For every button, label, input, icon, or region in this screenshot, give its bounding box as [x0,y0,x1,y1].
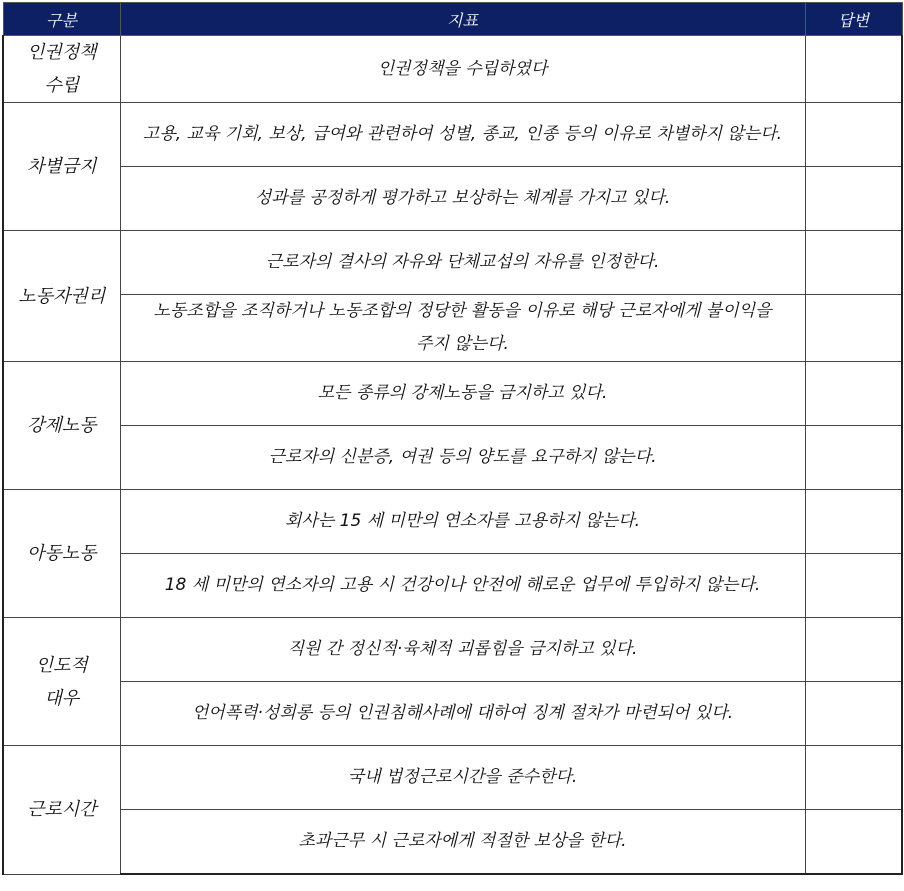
answer-cell[interactable] [805,231,902,295]
table-row [3,36,902,103]
indicator-cell: 성과를 공정하게 평가하고 보상하는 체계를 가지고 있다. [120,167,805,231]
answer-cell[interactable] [805,362,902,426]
indicator-cell: 18 세 미만의 연소자의 고용 시 건강이나 안전에 해로운 업무에 투입하지 않는다. [120,554,805,618]
table-row [3,682,902,746]
answer-cell[interactable] [805,682,902,746]
answer-cell[interactable] [805,295,902,362]
answer-cell[interactable] [805,810,902,875]
table-row [3,426,902,490]
table-row [3,810,902,875]
category-cell: 노동자권리 [3,231,120,362]
header-row [3,3,902,36]
table-row [3,103,902,167]
category-cell: 인도적 대우 [3,618,120,746]
indicator-cell: 언어폭력·성희롱 등의 인권침해사례에 대하여 징계 절차가 마련되어 있다. [120,682,805,746]
answer-cell[interactable] [805,618,902,682]
table-row [3,490,902,554]
indicator-cell: 고용, 교육 기회, 보상, 급여와 관련하여 성별, 종교, 인종 등의 이유로 차별하지 않는다. [120,103,805,167]
answer-cell[interactable] [805,167,902,231]
human-rights-checklist-table [2,2,903,875]
header-category: 구분 [3,3,120,36]
indicator-cell: 국내 법정근로시간을 준수한다. [120,746,805,810]
answer-cell[interactable] [805,426,902,490]
indicator-cell: 모든 종류의 강제노동을 금지하고 있다. [120,362,805,426]
answer-cell[interactable] [805,746,902,810]
table-row [3,295,902,362]
indicator-cell: 노동조합을 조직하거나 노동조합의 정당한 활동을 이유로 해당 근로자에게 불이익을 주지 않는다. [120,295,805,362]
indicator-cell: 인권정책을 수립하였다 [120,36,805,103]
category-cell: 인권정책 수립 [3,36,120,103]
header-answer: 답변 [805,3,902,36]
table-row [3,746,902,810]
table-row [3,167,902,231]
table-row [3,362,902,426]
category-cell: 강제노동 [3,362,120,490]
indicator-cell: 회사는 15 세 미만의 연소자를 고용하지 않는다. [120,490,805,554]
indicator-cell: 근로자의 신분증, 여권 등의 양도를 요구하지 않는다. [120,426,805,490]
indicator-cell: 초과근무 시 근로자에게 적절한 보상을 한다. [120,810,805,875]
category-cell: 차별금지 [3,103,120,231]
category-cell: 근로시간 [3,746,120,875]
table-row [3,554,902,618]
table-row [3,231,902,295]
category-cell: 아동노동 [3,490,120,618]
answer-cell[interactable] [805,103,902,167]
indicator-cell: 직원 간 정신적·육체적 괴롭힘을 금지하고 있다. [120,618,805,682]
table-body [3,36,902,875]
answer-cell[interactable] [805,490,902,554]
answer-cell[interactable] [805,554,902,618]
header-indicator: 지표 [120,3,805,36]
indicator-cell: 근로자의 결사의 자유와 단체교섭의 자유를 인정한다. [120,231,805,295]
table-header [3,3,902,36]
table-row [3,618,902,682]
answer-cell[interactable] [805,36,902,103]
